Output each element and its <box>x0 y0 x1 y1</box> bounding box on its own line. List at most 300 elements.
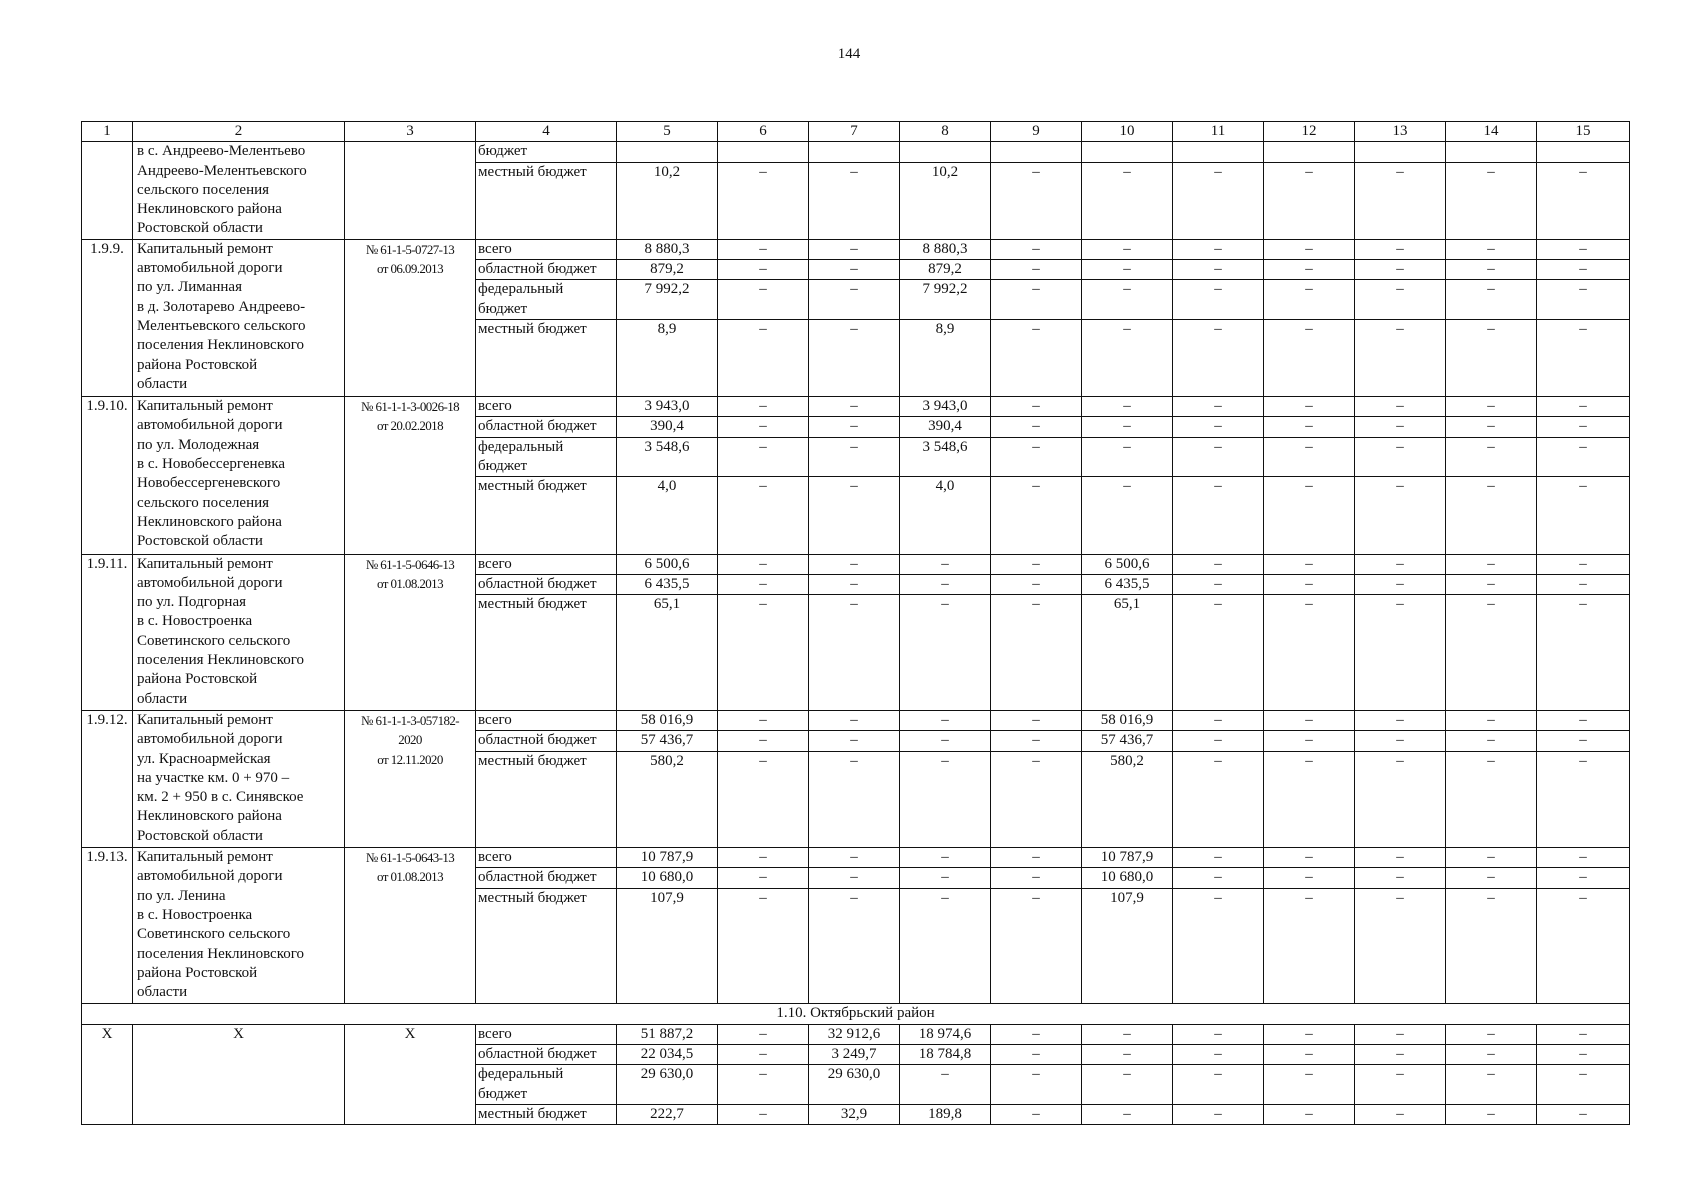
amount-cell: – <box>1446 162 1537 239</box>
funding-source-line: бюджет <box>478 458 528 475</box>
amount-cell: – <box>1537 280 1630 320</box>
object-name-line: Капитальный ремонт <box>137 555 273 572</box>
amount-cell: – <box>718 1104 809 1124</box>
amount-cell: – <box>1446 595 1537 711</box>
funding-source <box>476 162 617 239</box>
column-header-12: 12 <box>1264 122 1355 142</box>
budget-table <box>81 121 1630 1125</box>
amount-cell: – <box>991 731 1082 751</box>
amount-cell: 189,8 <box>900 1104 991 1124</box>
amount-cell: – <box>1173 239 1264 259</box>
object-name-line: области <box>137 690 188 707</box>
amount-cell: – <box>1446 417 1537 437</box>
expertise-conclusion <box>345 554 476 710</box>
funding-source-line: местный бюджет <box>478 596 587 613</box>
amount-cell: 879,2 <box>900 260 991 280</box>
amount-cell: 3 548,6 <box>617 437 718 477</box>
expertise-line: от 01.08.2013 <box>377 575 443 591</box>
funding-source-line: всего <box>478 1025 512 1042</box>
amount-cell: 8,9 <box>900 319 991 396</box>
object-name <box>133 554 345 710</box>
column-header-13: 13 <box>1355 122 1446 142</box>
amount-cell: – <box>991 868 1082 888</box>
object-name-line: Андреево-Мелентьевского <box>137 162 307 179</box>
amount-cell: – <box>718 319 809 396</box>
amount-cell: 10 787,9 <box>617 848 718 868</box>
object-name-line: Капитальный ремонт <box>137 240 273 257</box>
amount-cell: 222,7 <box>617 1104 718 1124</box>
amount-cell: 58 016,9 <box>1082 710 1173 730</box>
amount-cell: – <box>1355 595 1446 711</box>
amount-cell: 580,2 <box>617 751 718 848</box>
amount-cell: – <box>1264 848 1355 868</box>
amount-cell: – <box>809 397 900 417</box>
amount-cell: – <box>991 848 1082 868</box>
object-name-line: Советинского сельского <box>137 632 291 649</box>
object-name-line: в д. Золотарево Андреево- <box>137 298 306 315</box>
amount-cell: – <box>991 554 1082 574</box>
amount-cell: – <box>809 595 900 711</box>
funding-source-line: бюджет <box>478 143 528 160</box>
object-name-line: в с. Андреево-Мелентьево <box>137 143 306 160</box>
amount-cell: – <box>718 710 809 730</box>
amount-cell: – <box>1173 417 1264 437</box>
amount-cell: – <box>1082 417 1173 437</box>
amount-cell: – <box>991 595 1082 711</box>
amount-cell: – <box>1082 397 1173 417</box>
amount-cell: – <box>1173 731 1264 751</box>
amount-cell: – <box>809 162 900 239</box>
amount-cell: – <box>1446 710 1537 730</box>
amount-cell: – <box>718 397 809 417</box>
amount-cell: – <box>1264 1045 1355 1065</box>
amount-cell: – <box>991 1045 1082 1065</box>
funding-source <box>476 574 617 594</box>
amount-cell: 18 784,8 <box>900 1045 991 1065</box>
table-row <box>82 1024 1630 1044</box>
amount-cell: – <box>1537 574 1630 594</box>
amount-cell: – <box>900 731 991 751</box>
amount-cell: – <box>1537 239 1630 259</box>
amount-cell: – <box>1173 888 1264 1004</box>
amount-cell: – <box>1446 554 1537 574</box>
object-name-line: в с. Новобессергеневка <box>137 456 286 473</box>
object-name-line: Ростовской области <box>137 220 263 237</box>
funding-source-line: областной бюджет <box>478 261 597 278</box>
amount-cell: – <box>809 554 900 574</box>
column-header-6: 6 <box>718 122 809 142</box>
amount-cell: – <box>1173 1024 1264 1044</box>
amount-cell: – <box>1173 1045 1264 1065</box>
amount-cell: – <box>1537 1104 1630 1124</box>
amount-cell: – <box>1173 260 1264 280</box>
item-number: 1.9.11. <box>82 554 133 710</box>
item-number: 1.9.12. <box>82 710 133 847</box>
funding-source-line: местный бюджет <box>478 889 587 906</box>
amount-cell: 4,0 <box>900 477 991 554</box>
amount-cell: – <box>809 319 900 396</box>
amount-cell: – <box>1173 397 1264 417</box>
amount-cell: – <box>1355 848 1446 868</box>
funding-source-line: бюджет <box>478 300 528 317</box>
amount-cell: – <box>991 1065 1082 1105</box>
object-name-line: Ростовской области <box>137 533 263 550</box>
amount-cell: – <box>1173 280 1264 320</box>
amount-cell: – <box>1355 319 1446 396</box>
amount-cell: – <box>809 437 900 477</box>
amount-cell: – <box>1355 437 1446 477</box>
amount-cell: – <box>991 397 1082 417</box>
amount-cell: – <box>991 280 1082 320</box>
amount-cell: – <box>718 239 809 259</box>
amount-cell: 10 680,0 <box>617 868 718 888</box>
object-name-line: по ул. Молодежная <box>137 436 260 453</box>
amount-cell: – <box>1082 1104 1173 1124</box>
amount-cell: – <box>1082 319 1173 396</box>
amount-cell: 32,9 <box>809 1104 900 1124</box>
amount-cell: – <box>1082 280 1173 320</box>
object-name-line: Советинского сельского <box>137 926 291 943</box>
amount-cell: – <box>1537 868 1630 888</box>
funding-source-line: всего <box>478 398 512 415</box>
column-header-3: 3 <box>345 122 476 142</box>
amount-cell: 51 887,2 <box>617 1024 718 1044</box>
funding-source-line: областной бюджет <box>478 869 597 886</box>
amount-cell: – <box>718 888 809 1004</box>
amount-cell: – <box>1264 868 1355 888</box>
amount-cell: 8,9 <box>617 319 718 396</box>
amount-cell: – <box>1264 554 1355 574</box>
amount-cell: – <box>1264 417 1355 437</box>
amount-cell: – <box>1537 888 1630 1004</box>
amount-cell: – <box>1264 437 1355 477</box>
funding-source-line: областной бюджет <box>478 1046 597 1062</box>
amount-cell: – <box>1264 1065 1355 1105</box>
table-row <box>82 554 1630 574</box>
object-name-line: автомобильной дороги <box>137 731 283 748</box>
amount-cell: – <box>1446 1065 1537 1105</box>
table-row <box>82 397 1630 417</box>
page-number: 144 <box>837 46 861 62</box>
amount-cell: – <box>809 868 900 888</box>
amount-cell: – <box>1537 751 1630 848</box>
table-row <box>82 142 1630 162</box>
funding-source-line: областной бюджет <box>478 418 597 435</box>
amount-cell: – <box>1264 280 1355 320</box>
object-name <box>133 397 345 554</box>
amount-cell: 65,1 <box>617 595 718 711</box>
amount-cell: 879,2 <box>617 260 718 280</box>
amount-cell: – <box>1264 477 1355 554</box>
amount-cell: 3 943,0 <box>900 397 991 417</box>
amount-cell: – <box>900 1065 991 1105</box>
amount-cell: – <box>1173 710 1264 730</box>
amount-cell: – <box>900 595 991 711</box>
funding-source-line: местный бюджет <box>478 478 587 495</box>
amount-cell: – <box>1264 574 1355 594</box>
funding-source-line: областной бюджет <box>478 575 597 592</box>
amount-cell: 29 630,0 <box>617 1065 718 1105</box>
amount-cell: – <box>1173 1065 1264 1105</box>
amount-cell: – <box>1537 477 1630 554</box>
object-name-line: области <box>137 375 188 392</box>
amount-cell: – <box>1082 437 1173 477</box>
table-row <box>82 239 1630 259</box>
amount-cell: – <box>1264 710 1355 730</box>
amount-cell: – <box>1446 888 1537 1004</box>
object-name <box>133 710 345 847</box>
amount-cell: – <box>809 710 900 730</box>
amount-cell: 107,9 <box>617 888 718 1004</box>
funding-source-line: федеральный <box>478 281 564 298</box>
total-mark: Х <box>82 1024 133 1124</box>
amount-cell: – <box>1446 437 1537 477</box>
amount-cell: – <box>900 710 991 730</box>
expertise-line: от 01.08.2013 <box>377 869 443 885</box>
amount-cell: – <box>1082 1045 1173 1065</box>
amount-cell: – <box>1537 710 1630 730</box>
funding-source <box>476 1065 617 1105</box>
amount-cell: – <box>900 574 991 594</box>
item-number <box>82 142 133 239</box>
object-name-line: автомобильной дороги <box>137 574 283 591</box>
column-header-8: 8 <box>900 122 991 142</box>
object-name-line: Неклиновского района <box>137 201 282 218</box>
amount-cell: – <box>1355 710 1446 730</box>
amount-cell <box>991 142 1082 162</box>
amount-cell: – <box>1082 162 1173 239</box>
funding-source-line: федеральный <box>478 438 564 455</box>
funding-source <box>476 554 617 574</box>
amount-cell: – <box>1355 1024 1446 1044</box>
amount-cell: – <box>1173 477 1264 554</box>
amount-cell: 4,0 <box>617 477 718 554</box>
amount-cell: 7 992,2 <box>900 280 991 320</box>
funding-source-line: всего <box>478 711 512 728</box>
amount-cell: – <box>1537 1024 1630 1044</box>
amount-cell <box>1355 142 1446 162</box>
amount-cell: – <box>718 1024 809 1044</box>
amount-cell: – <box>1264 751 1355 848</box>
amount-cell: 10 680,0 <box>1082 868 1173 888</box>
column-header-row <box>82 122 1630 142</box>
amount-cell: – <box>1537 319 1630 396</box>
amount-cell: – <box>1537 595 1630 711</box>
amount-cell: – <box>1355 1065 1446 1105</box>
funding-source <box>476 1024 617 1044</box>
object-name-line: автомобильной дороги <box>137 868 283 885</box>
funding-source <box>476 319 617 396</box>
amount-cell: – <box>1082 260 1173 280</box>
amount-cell: – <box>991 574 1082 594</box>
amount-cell: – <box>809 280 900 320</box>
object-name-line: ул. Красноармейская <box>137 750 271 767</box>
amount-cell: 3 249,7 <box>809 1045 900 1065</box>
amount-cell: – <box>1355 731 1446 751</box>
object-name-line: поселения Неклиновского <box>137 652 305 669</box>
object-name-line: в с. Новостроенка <box>137 906 253 923</box>
funding-source <box>476 751 617 848</box>
object-name-line: Капитальный ремонт <box>137 398 273 415</box>
total-mark: Х <box>345 1024 476 1124</box>
amount-cell: – <box>1446 239 1537 259</box>
column-header-10: 10 <box>1082 122 1173 142</box>
amount-cell: – <box>991 888 1082 1004</box>
amount-cell: 390,4 <box>900 417 991 437</box>
amount-cell: – <box>1537 397 1630 417</box>
column-header-15: 15 <box>1537 122 1630 142</box>
item-number: 1.9.10. <box>82 397 133 554</box>
funding-source-line: всего <box>478 240 512 257</box>
amount-cell: 3 943,0 <box>617 397 718 417</box>
amount-cell: – <box>718 731 809 751</box>
amount-cell: – <box>991 477 1082 554</box>
table-row <box>82 848 1630 868</box>
amount-cell: – <box>1173 554 1264 574</box>
expertise-line: № 61-1-5-0727-13 <box>365 241 455 257</box>
total-mark: Х <box>133 1024 345 1124</box>
amount-cell: – <box>1355 260 1446 280</box>
amount-cell: – <box>1537 1045 1630 1065</box>
funding-source <box>476 1045 617 1065</box>
amount-cell: 57 436,7 <box>617 731 718 751</box>
object-name-line: по ул. Ленина <box>137 887 226 904</box>
amount-cell: – <box>1082 239 1173 259</box>
amount-cell: – <box>1264 1104 1355 1124</box>
amount-cell: – <box>1537 162 1630 239</box>
amount-cell: – <box>1173 751 1264 848</box>
amount-cell: – <box>718 437 809 477</box>
funding-source <box>476 1104 617 1124</box>
amount-cell: – <box>1264 731 1355 751</box>
amount-cell: 8 880,3 <box>617 239 718 259</box>
amount-cell: – <box>1355 397 1446 417</box>
object-name-line: автомобильной дороги <box>137 417 283 434</box>
amount-cell: – <box>1082 1065 1173 1105</box>
amount-cell: – <box>1446 1104 1537 1124</box>
funding-source <box>476 595 617 711</box>
funding-source <box>476 417 617 437</box>
funding-source <box>476 280 617 320</box>
amount-cell: – <box>1173 1104 1264 1124</box>
amount-cell <box>1082 142 1173 162</box>
funding-source-line: всего <box>478 849 512 866</box>
funding-source <box>476 868 617 888</box>
amount-cell: 6 500,6 <box>617 554 718 574</box>
column-header-14: 14 <box>1446 122 1537 142</box>
amount-cell: – <box>1537 554 1630 574</box>
object-name <box>133 239 345 396</box>
amount-cell: – <box>1355 417 1446 437</box>
amount-cell: – <box>1446 731 1537 751</box>
amount-cell: 580,2 <box>1082 751 1173 848</box>
funding-source-line: местный бюджет <box>478 320 587 337</box>
amount-cell: – <box>809 751 900 848</box>
expertise-line: от 20.02.2018 <box>377 418 443 434</box>
amount-cell: – <box>900 751 991 848</box>
amount-cell: – <box>1355 280 1446 320</box>
amount-cell <box>718 142 809 162</box>
expertise-conclusion <box>345 710 476 847</box>
amount-cell: 390,4 <box>617 417 718 437</box>
amount-cell: – <box>1537 731 1630 751</box>
amount-cell: – <box>1173 574 1264 594</box>
amount-cell: – <box>1264 162 1355 239</box>
amount-cell: – <box>991 1104 1082 1124</box>
amount-cell <box>1173 142 1264 162</box>
funding-source-line: федеральный <box>478 1066 564 1083</box>
amount-cell: – <box>991 260 1082 280</box>
amount-cell: – <box>991 437 1082 477</box>
amount-cell: – <box>1355 1045 1446 1065</box>
amount-cell: 6 435,5 <box>617 574 718 594</box>
funding-source <box>476 437 617 477</box>
amount-cell: – <box>1446 1045 1537 1065</box>
amount-cell: – <box>809 731 900 751</box>
amount-cell: – <box>1446 260 1537 280</box>
amount-cell: – <box>809 477 900 554</box>
amount-cell: – <box>900 868 991 888</box>
amount-cell: – <box>718 477 809 554</box>
amount-cell: – <box>718 574 809 594</box>
expertise-line: № 61-1-5-0646-13 <box>365 556 455 572</box>
object-name-line: Мелентьевского сельского <box>137 317 306 334</box>
amount-cell: 10 787,9 <box>1082 848 1173 868</box>
amount-cell: – <box>1446 280 1537 320</box>
funding-source-line: областной бюджет <box>478 732 597 749</box>
amount-cell: 6 500,6 <box>1082 554 1173 574</box>
amount-cell: – <box>809 260 900 280</box>
amount-cell: – <box>991 1024 1082 1044</box>
amount-cell: – <box>718 751 809 848</box>
object-name-line: района Ростовской <box>137 964 258 981</box>
funding-source <box>476 477 617 554</box>
amount-cell: – <box>809 417 900 437</box>
object-name-line: по ул. Подгорная <box>137 594 246 611</box>
funding-source <box>476 888 617 1004</box>
amount-cell: – <box>1264 397 1355 417</box>
amount-cell: – <box>1264 260 1355 280</box>
amount-cell: – <box>1446 319 1537 396</box>
object-name-line: по ул. Лиманная <box>137 279 242 296</box>
object-name <box>133 142 345 239</box>
amount-cell: – <box>1537 437 1630 477</box>
amount-cell: 3 548,6 <box>900 437 991 477</box>
object-name-line: км. 2 + 950 в с. Синявское <box>137 789 304 806</box>
item-number: 1.9.13. <box>82 848 133 1004</box>
amount-cell: 107,9 <box>1082 888 1173 1004</box>
amount-cell: – <box>1355 162 1446 239</box>
amount-cell: – <box>1446 574 1537 594</box>
amount-cell: 57 436,7 <box>1082 731 1173 751</box>
amount-cell: – <box>900 848 991 868</box>
amount-cell: – <box>809 574 900 594</box>
funding-source <box>476 260 617 280</box>
amount-cell: – <box>900 888 991 1004</box>
expertise-line: № 61-1-1-3-0026-18 <box>361 399 459 415</box>
amount-cell: – <box>991 162 1082 239</box>
object-name-line: автомобильной дороги <box>137 260 283 277</box>
section-title: 1.10. Октябрьский район <box>82 1004 1630 1024</box>
amount-cell: – <box>991 239 1082 259</box>
expertise-conclusion <box>345 239 476 396</box>
amount-cell: – <box>718 1045 809 1065</box>
amount-cell: – <box>1355 554 1446 574</box>
amount-cell: – <box>991 319 1082 396</box>
object-name-line: на участке км. 0 + 970 – <box>137 769 290 786</box>
object-name-line: Капитальный ремонт <box>137 849 273 866</box>
expertise-line: № 61-1-1-3-057182- <box>361 712 459 728</box>
